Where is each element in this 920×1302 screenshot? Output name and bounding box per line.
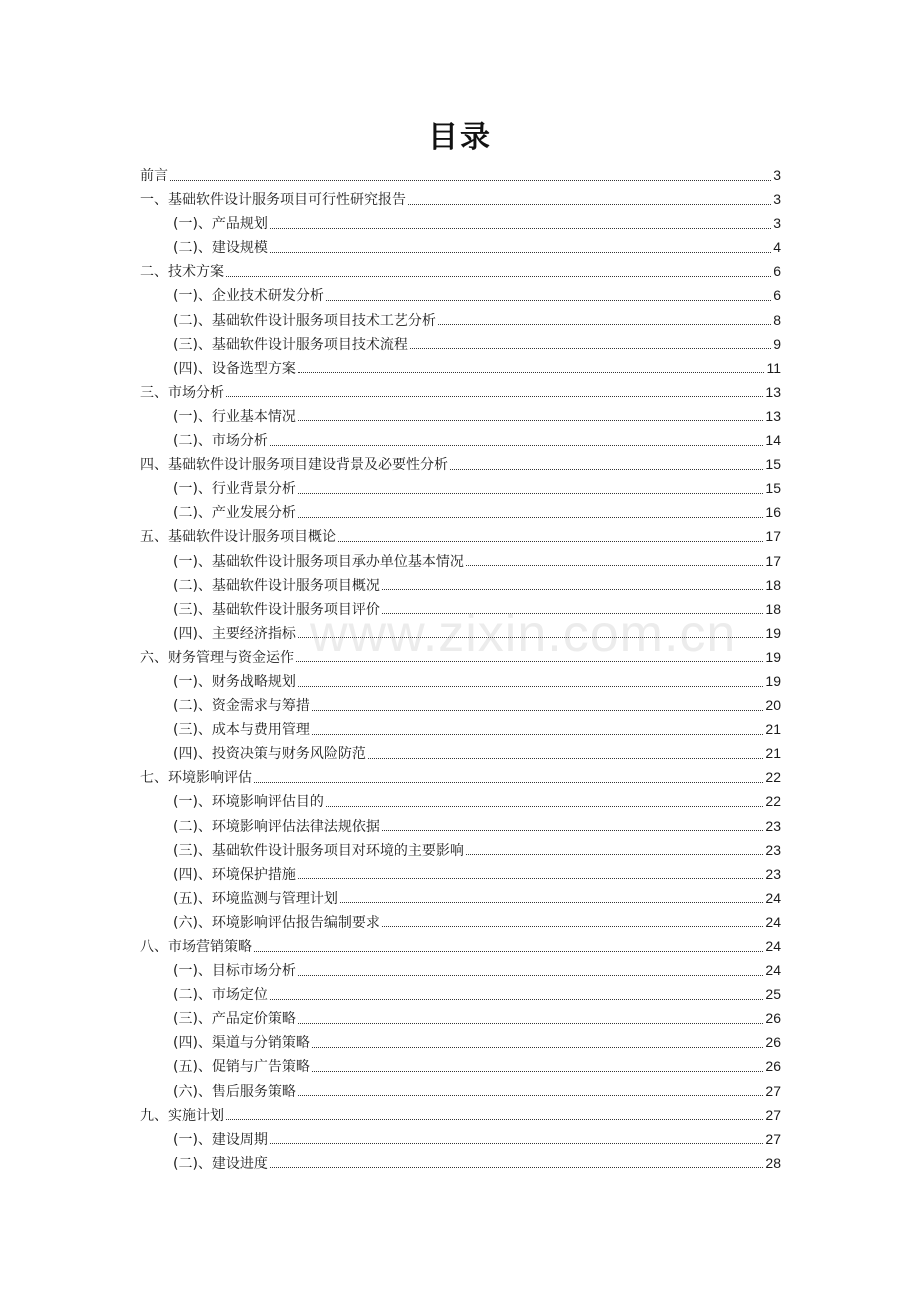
dot-leader [298, 686, 763, 687]
toc-subentry[interactable] [140, 862, 781, 886]
toc-page-number: 28 [765, 1154, 781, 1171]
dot-leader [450, 469, 763, 470]
dot-leader [298, 420, 763, 421]
toc-entry-label: 二、技术方案 [140, 264, 224, 281]
toc-page-number: 16 [765, 504, 781, 521]
toc-entry-label: (四)、环境保护措施 [173, 866, 296, 883]
dot-leader [270, 1143, 763, 1144]
toc-subentry[interactable] [140, 1030, 781, 1054]
toc-entry-label: (一)、建设周期 [173, 1131, 268, 1148]
toc-subentry[interactable] [140, 597, 781, 621]
toc-page-number: 13 [765, 383, 781, 400]
toc-entry-label: (三)、基础软件设计服务项目评价 [173, 601, 380, 618]
dot-leader [382, 613, 763, 614]
toc-entry-label: (二)、基础软件设计服务项目技术工艺分析 [173, 312, 436, 329]
dot-leader [296, 661, 763, 662]
toc-entry-label: 一、基础软件设计服务项目可行性研究报告 [140, 192, 406, 209]
toc-page-number: 24 [765, 938, 781, 954]
toc-subentry[interactable] [140, 621, 781, 645]
toc-subentry[interactable] [140, 356, 781, 380]
toc-page-number: 14 [765, 432, 781, 449]
toc-subentry[interactable] [140, 283, 781, 307]
dot-leader [438, 324, 771, 325]
toc-page-number: 18 [765, 600, 781, 617]
toc-page-number: 21 [765, 745, 781, 762]
toc-page-number: 25 [765, 986, 781, 1003]
toc-page-number: 23 [765, 841, 781, 858]
toc-subentry[interactable] [140, 476, 781, 500]
toc-entry-label: (二)、环境影响评估法律法规依据 [173, 818, 380, 835]
dot-leader [270, 445, 763, 446]
toc-subentry[interactable] [140, 1151, 781, 1175]
dot-leader [270, 1167, 763, 1168]
toc-page-number: 26 [765, 1010, 781, 1027]
toc-entry-label: 前言 [140, 168, 168, 184]
dot-leader [298, 493, 763, 494]
toc-entry-label: (三)、基础软件设计服务项目技术流程 [173, 336, 408, 353]
toc-page-number: 19 [765, 648, 781, 665]
toc-entry-label: 八、市场营销策略 [140, 939, 252, 955]
toc-page-number: 9 [773, 335, 781, 352]
toc-page-number: 15 [765, 456, 781, 473]
toc-subentry[interactable] [140, 910, 781, 934]
dot-leader [382, 830, 763, 831]
toc-entry-label: (二)、资金需求与筹措 [173, 698, 310, 715]
toc-page-number: 11 [766, 359, 781, 376]
toc-subentry[interactable] [140, 741, 781, 765]
toc-page-number: 24 [765, 889, 781, 906]
toc-entry-label: (二)、市场分析 [173, 433, 268, 450]
toc-subentry[interactable] [140, 814, 781, 838]
dot-leader [382, 589, 763, 590]
toc-subentry[interactable] [140, 428, 781, 452]
toc-subentry[interactable] [140, 669, 781, 693]
toc-subentry[interactable] [140, 235, 781, 259]
toc-subentry[interactable] [140, 958, 781, 982]
toc-entry[interactable] [140, 452, 781, 476]
dot-leader [312, 734, 763, 735]
toc-subentry[interactable] [140, 789, 781, 813]
toc-entry-label: 七、环境影响评估 [140, 770, 252, 787]
toc-subentry[interactable] [140, 717, 781, 741]
toc-page-number: 26 [765, 1058, 781, 1075]
dot-leader [226, 276, 771, 277]
toc-page-number: 3 [773, 215, 781, 232]
toc-page-number: 17 [765, 528, 781, 545]
dot-leader [226, 1119, 763, 1120]
toc-entry-label: 六、财务管理与资金运作 [140, 649, 294, 666]
toc-entry-label: (四)、主要经济指标 [173, 625, 296, 642]
toc-page-number: 23 [765, 817, 781, 834]
dot-leader [298, 637, 763, 638]
dot-leader [410, 348, 771, 349]
toc-entry-label: (二)、建设规模 [173, 240, 268, 257]
toc-subentry[interactable] [140, 404, 781, 428]
dot-leader [298, 517, 763, 518]
toc-entry[interactable] [140, 1103, 781, 1127]
toc-entry[interactable] [140, 163, 781, 187]
toc-entry-label: (二)、市场定位 [173, 987, 268, 1004]
dot-leader [254, 951, 763, 952]
toc-entry-label: (五)、促销与广告策略 [173, 1059, 310, 1076]
dot-leader [298, 1023, 763, 1024]
dot-leader [226, 396, 763, 397]
dot-leader [466, 565, 763, 566]
toc-page-number: 6 [773, 263, 781, 280]
toc-page-number: 3 [773, 167, 781, 183]
toc-page-number: 27 [765, 1130, 781, 1147]
dot-leader [170, 180, 771, 181]
dot-leader [254, 782, 763, 783]
dot-leader [312, 710, 763, 711]
dot-leader [466, 854, 763, 855]
toc-page-number: 13 [765, 407, 781, 424]
toc-page-number: 17 [765, 552, 781, 569]
dot-leader [270, 252, 771, 253]
toc-entry-label: (一)、目标市场分析 [173, 963, 296, 980]
dot-leader [298, 1095, 763, 1096]
toc-page-number: 19 [765, 624, 781, 641]
toc-subentry[interactable] [140, 308, 781, 332]
toc-entry-label: (六)、环境影响评估报告编制要求 [173, 914, 380, 931]
toc-entry-label: (三)、基础软件设计服务项目对环境的主要影响 [173, 842, 464, 859]
dot-leader [270, 228, 771, 229]
toc-entry[interactable] [140, 187, 781, 211]
dot-leader [382, 926, 763, 927]
dot-leader [368, 758, 763, 759]
dot-leader [312, 1071, 763, 1072]
toc-subentry[interactable] [140, 500, 781, 524]
toc-entry-label: (二)、基础软件设计服务项目概况 [173, 577, 380, 594]
toc-entry-label: (二)、建设进度 [173, 1155, 268, 1172]
toc-entry-label: (一)、产品规划 [173, 216, 268, 233]
toc-entry[interactable] [140, 765, 781, 789]
dot-leader [338, 541, 763, 542]
toc-entry-label: (一)、行业背景分析 [173, 481, 296, 498]
dot-leader [326, 806, 763, 807]
toc-page-number: 22 [765, 769, 781, 786]
toc-page-number: 26 [765, 1034, 781, 1051]
toc-entry-label: (四)、投资决策与财务风险防范 [173, 746, 366, 763]
toc-page-number: 22 [765, 793, 781, 810]
toc-subentry[interactable] [140, 573, 781, 597]
toc-entry-label: (二)、产业发展分析 [173, 505, 296, 522]
dot-leader [270, 999, 763, 1000]
toc-subentry[interactable] [140, 549, 781, 573]
toc-entry[interactable] [140, 259, 781, 283]
page-title: 目录 [428, 120, 492, 155]
toc-subentry[interactable] [140, 1079, 781, 1103]
toc-entry[interactable] [140, 934, 781, 958]
toc-page-number: 21 [765, 721, 781, 738]
toc-entry-label: 三、市场分析 [140, 384, 224, 401]
toc-entry-label: 九、实施计划 [140, 1107, 224, 1124]
toc-subentry[interactable] [140, 982, 781, 1006]
toc-subentry[interactable] [140, 1006, 781, 1030]
toc-entry[interactable] [140, 645, 781, 669]
toc-page-number: 27 [765, 1106, 781, 1123]
toc-page-number: 27 [765, 1082, 781, 1099]
toc-entry-label: (三)、成本与费用管理 [173, 722, 310, 739]
toc-page-number: 6 [773, 287, 781, 304]
toc-page-number: 3 [773, 191, 781, 208]
toc-entry-label: (一)、行业基本情况 [173, 408, 296, 425]
toc-entry[interactable] [140, 524, 781, 548]
dot-leader [340, 902, 763, 903]
toc-page-number: 18 [765, 576, 781, 593]
toc-page-number: 19 [765, 672, 781, 689]
toc-entry-label: (三)、产品定价策略 [173, 1011, 296, 1028]
table-of-contents [140, 163, 781, 1175]
toc-entry-label: (一)、基础软件设计服务项目承办单位基本情况 [173, 553, 464, 570]
dot-leader [408, 204, 771, 205]
toc-page-number: 20 [765, 697, 781, 714]
toc-subentry[interactable] [140, 838, 781, 862]
toc-page-number: 24 [765, 913, 781, 930]
toc-entry-label: (五)、环境监测与管理计划 [173, 890, 338, 907]
toc-page-number: 23 [765, 865, 781, 882]
toc-entry-label: (四)、设备选型方案 [173, 360, 296, 377]
toc-entry-label: 五、基础软件设计服务项目概论 [140, 529, 336, 546]
toc-page-number: 8 [773, 311, 781, 328]
toc-entry-label: (一)、企业技术研发分析 [173, 288, 324, 305]
toc-entry-label: (一)、环境影响评估目的 [173, 794, 324, 811]
toc-subentry[interactable] [140, 211, 781, 235]
dot-leader [298, 372, 765, 373]
dot-leader [298, 878, 763, 879]
toc-subentry[interactable] [140, 693, 781, 717]
toc-subentry[interactable] [140, 1054, 781, 1078]
dot-leader [326, 300, 771, 301]
toc-entry-label: (六)、售后服务策略 [173, 1083, 296, 1100]
toc-page-number: 15 [765, 480, 781, 497]
watermark: www.zixin.com.cn [310, 605, 737, 663]
toc-page-number: 24 [765, 962, 781, 979]
toc-entry-label: (一)、财务战略规划 [173, 673, 296, 690]
dot-leader [312, 1047, 763, 1048]
dot-leader [298, 975, 763, 976]
toc-subentry[interactable] [140, 1127, 781, 1151]
toc-page-number: 4 [773, 239, 781, 256]
toc-subentry[interactable] [140, 332, 781, 356]
toc-entry-label: (四)、渠道与分销策略 [173, 1035, 310, 1052]
toc-entry-label: 四、基础软件设计服务项目建设背景及必要性分析 [140, 457, 448, 474]
toc-subentry[interactable] [140, 886, 781, 910]
toc-entry[interactable] [140, 380, 781, 404]
